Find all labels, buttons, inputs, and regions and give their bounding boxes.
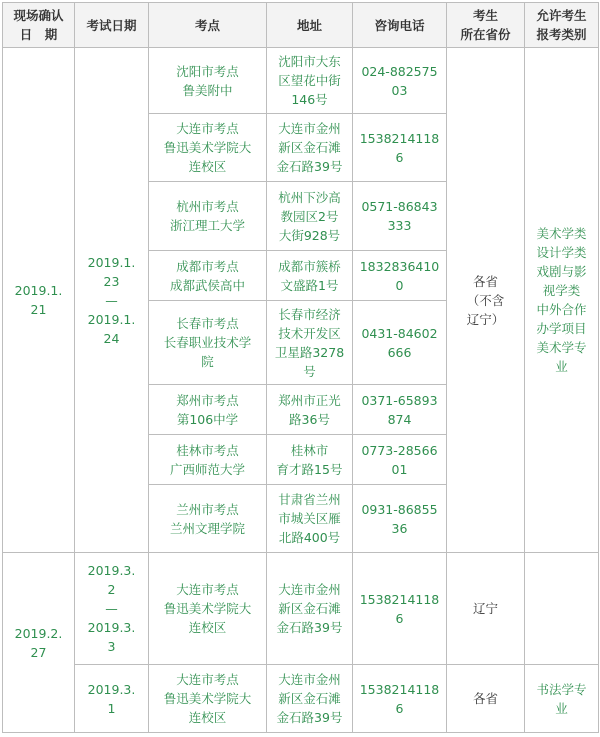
phone-cell: 0931-86855 36 (353, 485, 447, 553)
province-cell: 辽宁 (447, 553, 525, 665)
table-row (3, 48, 599, 114)
site-cell: 大连市考点 鲁迅美术学院大 连校区 (149, 553, 267, 665)
phone-cell: 0371-65893 874 (353, 385, 447, 435)
site-cell: 兰州市考点 兰州文理学院 (149, 485, 267, 553)
site-cell: 大连市考点 鲁迅美术学院大 连校区 (149, 114, 267, 182)
site-cell: 杭州市考点 浙江理工大学 (149, 182, 267, 251)
address-cell: 大连市金州 新区金石滩 金石路39号 (267, 665, 353, 733)
address-cell: 大连市金州 新区金石滩 金石路39号 (267, 553, 353, 665)
confirm-date-cell: 2019.2. 27 (3, 553, 75, 733)
table-row (3, 665, 599, 733)
address-cell: 郑州市正光 路36号 (267, 385, 353, 435)
address-cell: 桂林市 育才路15号 (267, 435, 353, 485)
header-phone: 咨询电话 (353, 3, 447, 48)
site-cell: 沈阳市考点 鲁美附中 (149, 48, 267, 114)
province-cell: 各省 (447, 665, 525, 733)
phone-cell: 0773-28566 01 (353, 435, 447, 485)
site-cell: 大连市考点 鲁迅美术学院大 连校区 (149, 665, 267, 733)
address-cell: 杭州下沙高 教园区2号 大街928号 (267, 182, 353, 251)
header-confirm-date: 现场确认 日 期 (3, 3, 75, 48)
header-address: 地址 (267, 3, 353, 48)
header-site: 考点 (149, 3, 267, 48)
address-cell: 成都市簇桥 文盛路1号 (267, 251, 353, 301)
site-cell: 长春市考点 长春职业技术学 院 (149, 301, 267, 385)
exam-site-table (2, 2, 599, 733)
category-cell: 书法学专 业 (525, 665, 599, 733)
site-cell: 郑州市考点 第106中学 (149, 385, 267, 435)
site-cell: 成都市考点 成都武侯高中 (149, 251, 267, 301)
province-cell: 各省 （不含 辽宁） (447, 48, 525, 553)
address-cell: 甘肃省兰州 市城关区雁 北路400号 (267, 485, 353, 553)
header-exam-date: 考试日期 (75, 3, 149, 48)
category-cell (525, 553, 599, 665)
confirm-date-cell: 2019.1. 21 (3, 48, 75, 553)
site-cell: 桂林市考点 广西师范大学 (149, 435, 267, 485)
header-row (3, 3, 599, 48)
phone-cell: 024-882575 03 (353, 48, 447, 114)
table-row (3, 553, 599, 665)
phone-cell: 1538214118 6 (353, 114, 447, 182)
phone-cell: 1538214118 6 (353, 665, 447, 733)
phone-cell: 0431-84602 666 (353, 301, 447, 385)
phone-cell: 0571-86843 333 (353, 182, 447, 251)
header-province: 考生 所在省份 (447, 3, 525, 48)
phone-cell: 1538214118 6 (353, 553, 447, 665)
address-cell: 沈阳市大东 区望花中街 146号 (267, 48, 353, 114)
exam-date-cell: 2019.3. 2 — 2019.3. 3 (75, 553, 149, 665)
exam-date-cell: 2019.3. 1 (75, 665, 149, 733)
phone-cell: 1832836410 0 (353, 251, 447, 301)
header-category: 允许考生 报考类别 (525, 3, 599, 48)
address-cell: 长春市经济 技术开发区 卫星路3278 号 (267, 301, 353, 385)
category-cell: 美术学类 设计学类 戏剧与影 视学类 中外合作 办学项目 美术学专 业 (525, 48, 599, 553)
exam-date-cell: 2019.1. 23 — 2019.1. 24 (75, 48, 149, 553)
address-cell: 大连市金州 新区金石滩 金石路39号 (267, 114, 353, 182)
